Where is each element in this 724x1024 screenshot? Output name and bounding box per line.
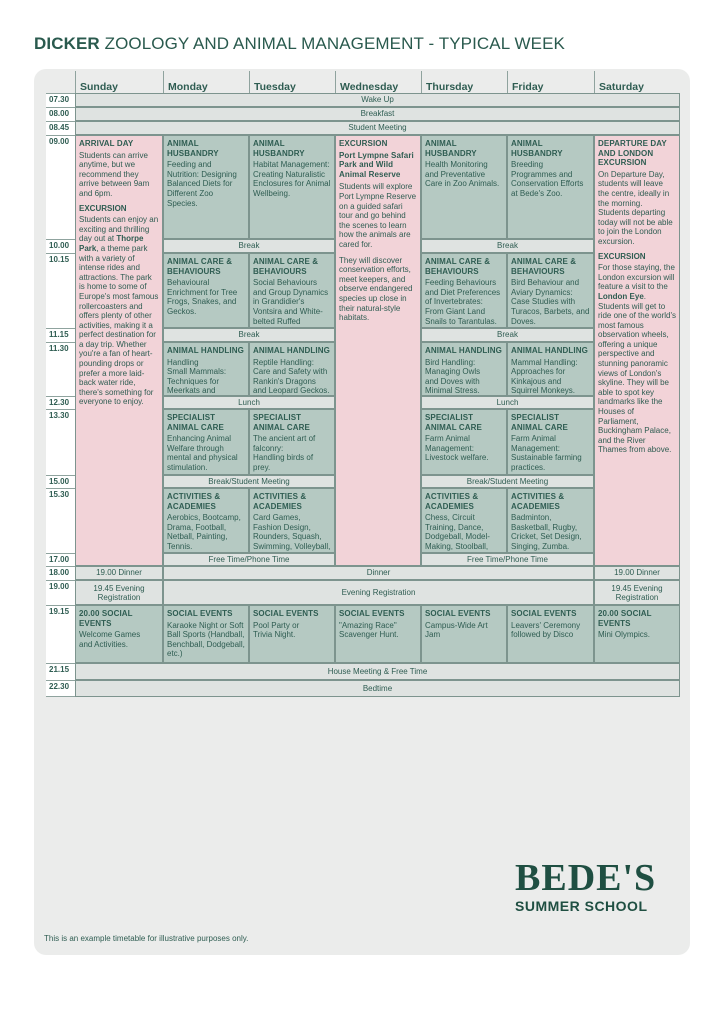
social-heading: 20.00 SOCIAL EVENTS	[79, 609, 133, 628]
time-label: 08.00	[46, 107, 75, 121]
departure-heading: DEPARTURE DAY AND LONDON EXCURSION	[598, 139, 667, 168]
thorpe-park-label: Thorpe Park	[79, 234, 144, 253]
lunch-bar: Lunch	[421, 396, 594, 409]
session-text: Card Games, Fashion Design, Rounders, Squash, Swimming, Volleyball,	[253, 513, 331, 551]
social-heading: SOCIAL EVENTS	[253, 609, 319, 618]
session-text: Bird Handling: Managing Owls and Doves with Minimal Stress.	[425, 357, 481, 396]
social-text: Campus-Wide Art Jam	[425, 620, 488, 640]
social-text: Karaoke Night or Soft Ball Sports (Handball, Benchball, Dodgeball, etc.)	[167, 620, 245, 659]
social-event-cell	[249, 605, 335, 663]
time-label: 13.30	[46, 409, 75, 475]
session-cell	[163, 488, 249, 553]
session-text: Behavioural Enrichment for Tree Frogs, Snakes, and Geckos.	[167, 278, 238, 316]
social-heading: 20.00 SOCIAL EVENTS	[598, 609, 652, 628]
time-label: 17.00	[46, 553, 75, 566]
session-cell	[249, 342, 335, 396]
session-heading: SPECIALIST ANIMAL CARE	[167, 413, 224, 432]
session-text: Bird Behaviour and Aviary Dynamics: Case Studies with Turacos, Barbets, and Doves.	[511, 278, 590, 326]
time-label: 10.00	[46, 239, 75, 253]
social-text: "Amazing Race" Scavenger Hunt.	[339, 620, 399, 640]
sunday-excursion-text-a: Students can enjoy an exciting and thrilling day out at	[79, 215, 159, 244]
social-event-cell	[335, 605, 421, 663]
social-heading: SOCIAL EVENTS	[339, 609, 405, 618]
session-cell	[421, 253, 507, 328]
port-lympne-label: Port Lympne Safari Park and Wild Animal Reserve	[339, 150, 414, 179]
wake-up-bar: Wake Up	[75, 93, 680, 107]
time-label: 08.45	[46, 121, 75, 135]
sunday-arrival-cell	[75, 135, 163, 566]
saturday-excursion-text-b: . Students will get to ride one of the world's most famous observation wheels, offering a unique perspective and stunning panoramic views of London's skyline. They will be able to spot key landmarks like the Houses of Parliament, Buckingham Palace, and the River Thames from above.	[598, 291, 677, 455]
time-label: 11.30	[46, 342, 75, 396]
break-bar: Break	[163, 328, 335, 342]
session-heading: ANIMAL HUSBANDRY	[425, 139, 477, 158]
departure-text: On Departure Day, students will leave the centre, ideally in the morning. Students departing today will not be able to join the London excursion.	[598, 169, 673, 246]
day-header-thursday: Thursday	[421, 71, 507, 93]
breakfast-bar: Breakfast	[75, 107, 680, 121]
time-label: 18.00	[46, 566, 75, 580]
session-cell	[249, 135, 335, 239]
session-text: Handling Small Mammals: Techniques for Meerkats and	[167, 357, 227, 396]
session-cell	[507, 409, 594, 475]
session-cell	[507, 488, 594, 553]
social-text: Pool Party or Trivia Night.	[253, 620, 300, 640]
time-label: 19.00	[46, 580, 75, 605]
lunch-bar: Lunch	[163, 396, 335, 409]
session-text: Badminton, Basketball, Rugby, Cricket, Set Design, Singing, Zumba.	[511, 513, 582, 551]
session-heading: ANIMAL CARE & BEHAVIOURS	[253, 257, 319, 276]
evening-registration-bar: Evening Registration	[163, 580, 594, 605]
session-cell	[249, 409, 335, 475]
session-heading: SPECIALIST ANIMAL CARE	[253, 413, 310, 432]
session-heading: ANIMAL HANDLING	[167, 346, 244, 355]
footnote: This is an example timetable for illustrative purposes only.	[44, 934, 249, 943]
logo-name-left: BEDE	[515, 857, 623, 899]
session-text: Breeding Programmes and Conservation Efforts at Bede's Zoo.	[511, 160, 584, 198]
session-text: Reptile Handling: Care and Safety with Rankin's Dragons and Leopard Geckos.	[253, 357, 330, 396]
student-meeting-bar: Student Meeting	[75, 121, 680, 135]
session-text: Aerobics, Bootcamp, Drama, Football, Netball, Painting, Tennis.	[167, 513, 241, 551]
social-event-cell	[507, 605, 594, 663]
session-heading: SPECIALIST ANIMAL CARE	[511, 413, 568, 432]
social-event-cell	[421, 605, 507, 663]
time-label: 21.15	[46, 663, 75, 680]
free-time-bar: Free Time/Phone Time	[421, 553, 594, 566]
time-label: 15.00	[46, 475, 75, 488]
day-header-monday: Monday	[163, 71, 249, 93]
session-heading: ANIMAL CARE & BEHAVIOURS	[511, 257, 577, 276]
session-cell	[507, 342, 594, 396]
wednesday-excursion-text-a: Students will explore Port Lympne Reserve on a guided safari tour and go behind the scenes to learn how the animals are cared for.	[339, 182, 417, 249]
time-label: 15.30	[46, 488, 75, 553]
social-text: Mini Olympics.	[598, 630, 651, 640]
dinner-bar: Dinner	[163, 566, 594, 580]
session-cell	[507, 253, 594, 328]
title-rest: ZOOLOGY AND ANIMAL MANAGEMENT - TYPICAL WEEK	[99, 34, 565, 53]
session-heading: ANIMAL HUSBANDRY	[253, 139, 305, 158]
wednesday-excursion-text-b: They will discover conservation efforts, meet keepers, and observe endangered species up close in their natural-style habitats.	[339, 255, 413, 323]
session-cell	[421, 342, 507, 396]
session-heading: ACTIVITIES & ACADEMIES	[425, 492, 479, 511]
break-bar: Break	[421, 239, 594, 253]
day-header-friday: Friday	[507, 71, 594, 93]
saturday-evening-registration: 19.45 Evening Registration	[594, 580, 680, 605]
social-event-cell	[75, 605, 163, 663]
session-heading: ANIMAL HUSBANDRY	[167, 139, 219, 158]
social-heading: SOCIAL EVENTS	[425, 609, 491, 618]
time-label: 10.15	[46, 253, 75, 328]
session-cell	[163, 253, 249, 328]
session-text: Feeding and Nutrition: Designing Balanced Diets for Different Zoo Species.	[167, 160, 237, 208]
session-heading: ACTIVITIES & ACADEMIES	[167, 492, 221, 511]
session-heading: SPECIALIST ANIMAL CARE	[425, 413, 482, 432]
sunday-evening-registration: 19.45 Evening Registration	[75, 580, 163, 605]
time-label: 12.30	[46, 396, 75, 409]
logo-name-right: 'S	[622, 857, 657, 899]
break-student-meeting-bar: Break/Student Meeting	[163, 475, 335, 488]
social-text: Welcome Games and Activities.	[79, 630, 141, 649]
bedes-logo	[515, 858, 660, 924]
break-bar: Break	[421, 328, 594, 342]
saturday-dinner-bar: 19.00 Dinner	[594, 566, 680, 580]
arrival-text: Students can arrive anytime, but we recommend they arrive between 9am and 6pm.	[79, 150, 150, 198]
break-student-meeting-bar: Break/Student Meeting	[421, 475, 594, 488]
saturday-excursion-heading: EXCURSION	[598, 251, 646, 261]
session-heading: ANIMAL CARE & BEHAVIOURS	[167, 257, 233, 276]
session-heading: ANIMAL HANDLING	[425, 346, 502, 355]
day-header-wednesday: Wednesday	[335, 71, 421, 93]
session-cell	[163, 135, 249, 239]
session-text: Enhancing Animal Welfare through mental and physical stimulation.	[167, 434, 238, 472]
session-heading: ANIMAL HUSBANDRY	[511, 139, 563, 158]
session-cell	[249, 253, 335, 328]
arrival-heading: ARRIVAL DAY	[79, 139, 134, 148]
break-bar: Break	[163, 239, 335, 253]
session-text: Mammal Handling: Approaches for Kinkajous and Squirrel Monkeys.	[511, 357, 578, 396]
logo-subtitle: SUMMER SCHOOL	[515, 898, 648, 914]
session-text: Chess, Circuit Training, Dance, Dodgeball, Model-Making, Stoolball,	[425, 513, 490, 551]
day-header-saturday: Saturday	[594, 71, 680, 93]
session-cell	[249, 488, 335, 553]
session-cell	[421, 409, 507, 475]
time-label: 11.15	[46, 328, 75, 342]
session-text: Feeding Behaviours and Diet Preferences of Invertebrates: From Giant Land Snails to Tarantulas.	[425, 278, 501, 326]
session-cell	[421, 135, 507, 239]
session-heading: ANIMAL HANDLING	[511, 346, 588, 355]
session-text: Farm Animal Management: Sustainable farming practices.	[511, 434, 582, 472]
saturday-excursion-text	[598, 263, 676, 455]
wednesday-excursion-heading: EXCURSION	[339, 139, 388, 148]
session-cell	[507, 135, 594, 239]
social-text: Leavers' Ceremony followed by Disco	[511, 620, 581, 640]
session-text: Habitat Management: Creating Naturalistic Enclosures for Animal Wellbeing.	[253, 160, 331, 198]
session-text: Social Behaviours and Group Dynamics in Grandidier's Vontsira and White-belted Ruffed	[253, 278, 329, 326]
sunday-excursion-text-b: , a theme park with a variety of intense rides and attractions. The park is home to some of Europe's most famous rollercoasters and offers plenty of other activities, making it a perfect destination for a day trip. Whether you're a fan of heart-pounding drops or prefer a more laid-back water ride, there's something for everyone to enjoy.	[79, 243, 159, 407]
session-text: Farm Animal Management: Livestock welfare.	[425, 434, 489, 463]
logo-wordmark	[515, 858, 660, 898]
sunday-excursion-heading: EXCURSION	[79, 203, 127, 213]
wednesday-excursion-cell	[335, 135, 421, 566]
london-eye-label: London Eye	[598, 291, 644, 301]
social-heading: SOCIAL EVENTS	[511, 609, 577, 618]
bedtime-bar: Bedtime	[75, 680, 680, 697]
social-event-cell	[163, 605, 249, 663]
saturday-departure-cell	[594, 135, 680, 566]
time-label: 07.30	[46, 93, 75, 107]
sunday-dinner-bar: 19.00 Dinner	[75, 566, 163, 580]
session-text: The ancient art of falconry: Handling birds of prey.	[253, 434, 316, 472]
saturday-excursion-text-a: For those staying, the London excursion will feature a visit to the	[598, 263, 675, 292]
session-cell	[421, 488, 507, 553]
social-event-cell	[594, 605, 680, 663]
time-label: 19.15	[46, 605, 75, 663]
house-meeting-bar: House Meeting & Free Time	[75, 663, 680, 680]
time-label: 22.30	[46, 680, 75, 697]
social-heading: SOCIAL EVENTS	[167, 609, 233, 618]
day-header-tuesday: Tuesday	[249, 71, 335, 93]
time-label: 09.00	[46, 135, 75, 239]
session-cell	[163, 409, 249, 475]
session-text: Health Monitoring and Preventative Care in Zoo Animals.	[425, 160, 500, 189]
day-header-sunday: Sunday	[75, 71, 163, 93]
session-cell	[163, 342, 249, 396]
free-time-bar: Free Time/Phone Time	[163, 553, 335, 566]
session-heading: ANIMAL CARE & BEHAVIOURS	[425, 257, 491, 276]
session-heading: ACTIVITIES & ACADEMIES	[253, 492, 307, 511]
session-heading: ACTIVITIES & ACADEMIES	[511, 492, 565, 511]
sunday-excursion-text	[79, 215, 159, 407]
title-bold: DICKER	[34, 34, 100, 53]
session-heading: ANIMAL HANDLING	[253, 346, 330, 355]
